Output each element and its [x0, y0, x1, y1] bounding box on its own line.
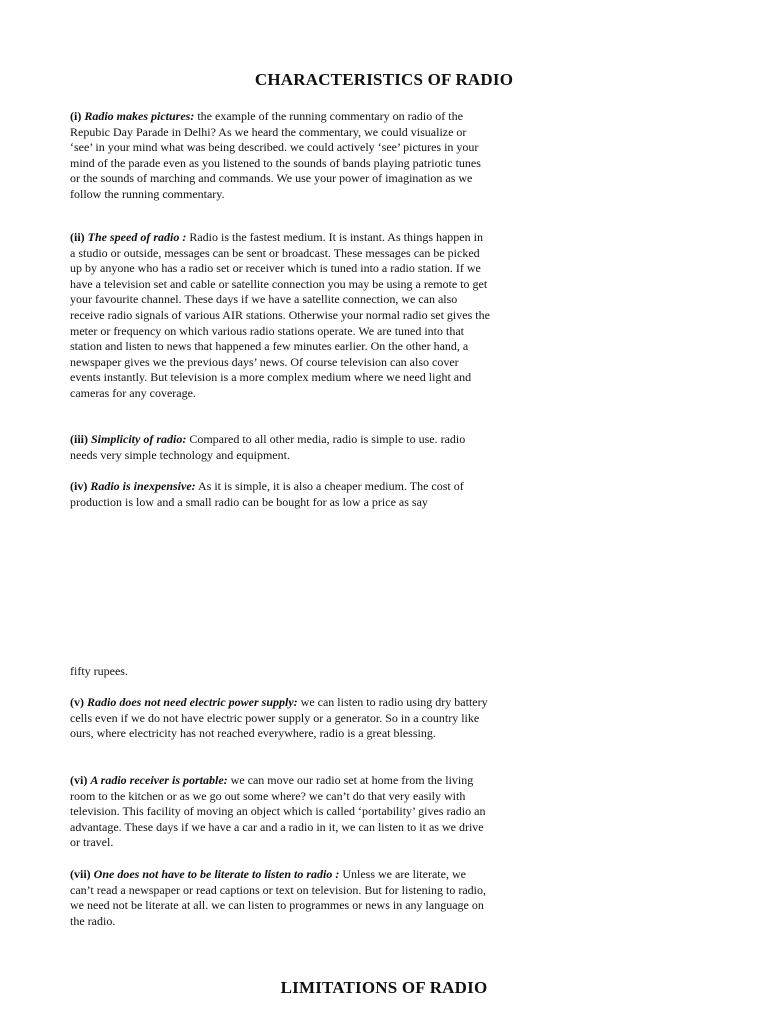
section-v-body: we can listen to radio using dry battery cells even if we do not have electric power supply or a generator. So in a country like ours, where electricity has not reached everywhere, radio is a great blessing.: [70, 695, 488, 741]
section-v: [70, 695, 490, 742]
section-ii: [70, 230, 490, 402]
page-title: CHARACTERISTICS OF RADIO: [254, 70, 514, 89]
section-iv-continued: [70, 664, 490, 680]
section-iii-body: Compared to all other media, radio is simple to use. radio needs very simple technology and equipment.: [70, 432, 466, 462]
section-vi-body: we can move our radio set at home from the living room to the kitchen or as we go out some where? we can’t do that very easily with television. This facility of moving an object which is called ‘portability’ gives radio an advantage. These days if we have a car and a radio in it, we can listen to it as we drive or travel.: [70, 773, 486, 850]
section-vii: [70, 867, 490, 929]
section-vii-number: (vii): [70, 867, 91, 881]
section-title-limitations: LIMITATIONS OF RADIO: [280, 978, 488, 997]
section-ii-lead: The speed of radio :: [87, 230, 187, 244]
section-iv: [70, 479, 490, 510]
section-vi-number: (vi): [70, 773, 88, 787]
section-iv-continued-body: fifty rupees.: [70, 664, 128, 678]
section-iv-number: (iv): [70, 479, 88, 493]
section-iii: [70, 432, 490, 463]
section-iii-lead: Simplicity of radio:: [91, 432, 187, 446]
section-iv-lead: Radio is inexpensive:: [90, 479, 196, 493]
section-vii-body: Unless we are literate, we can’t read a newspaper or read captions or text on television. But for listening to radio, we need not be literate at all. we can listen to programmes or news in any language on the radio.: [70, 867, 486, 928]
section-i-lead: Radio makes pictures:: [84, 109, 195, 123]
section-vii-lead: One does not have to be literate to listen to radio :: [93, 867, 340, 881]
section-iii-number: (iii): [70, 432, 88, 446]
section-iv-body: As it is simple, it is also a cheaper medium. The cost of production is low and a small radio can be bought for as low a price as say: [70, 479, 464, 509]
section-i-body: the example of the running commentary on radio of the Repubic Day Parade in Delhi? As we heard the commentary, we could visualize or ‘see’ in your mind what was being described. we could actively ‘see’ pictures in your mind of the parade even as you listened to the sounds of bands playing patriotic tunes or the sounds of marching and commands. We use your power of imagination as we follow the running commentary.: [70, 109, 481, 201]
section-ii-number: (ii): [70, 230, 85, 244]
section-ii-body: Radio is the fastest medium. It is instant. As things happen in a studio or outside, messages can be sent or broadcast. These messages can be picked up by anyone who has a radio set or receiver which is tuned into a radio station. If we have a television set and cable or satellite connection you may be using a remote to get your favourite channel. These days if we have a satellite connection, we can also receive radio signals of various AIR stations. Otherwise your normal radio set gives the meter or frequency on which various radio stations operate. We are tuned into that station and listen to news that happened a few minutes earlier. On the other hand, a newspaper gives we the previous days’ news. Of course television can also cover events instantly. But television is a more complex medium where we need light and cameras for any coverage.: [70, 230, 490, 400]
section-v-lead: Radio does not need electric power supply:: [87, 695, 298, 709]
section-vi: [70, 773, 490, 851]
section-vi-lead: A radio receiver is portable:: [90, 773, 228, 787]
section-i: [70, 109, 490, 203]
section-i-number: (i): [70, 109, 82, 123]
section-v-number: (v): [70, 695, 84, 709]
